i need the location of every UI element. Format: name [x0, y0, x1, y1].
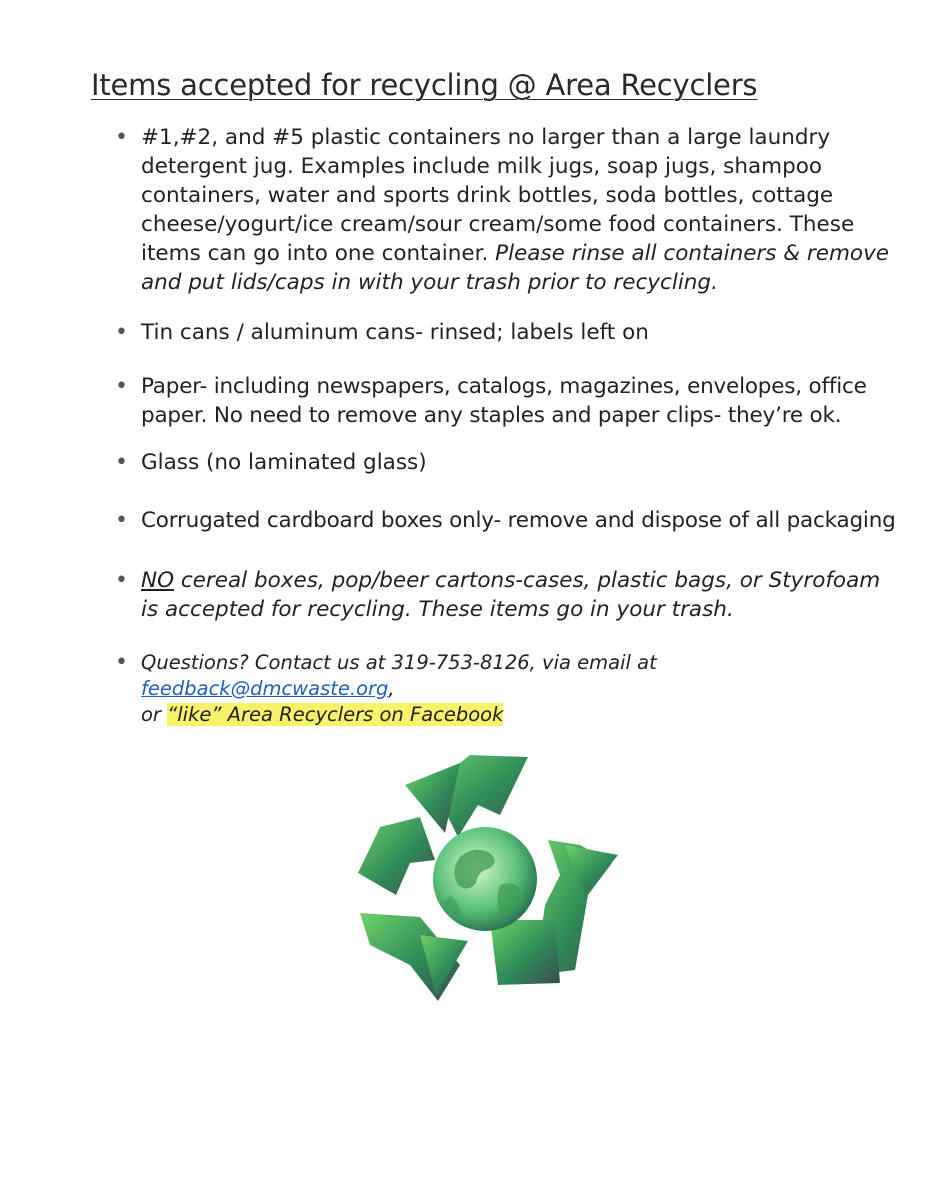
- contact-comma: ,: [388, 677, 395, 700]
- email-link[interactable]: feedback@dmcwaste.org: [141, 677, 389, 700]
- list-item-not-accepted: [115, 566, 901, 624]
- contact-or: or: [141, 703, 161, 726]
- list-item-glass: [115, 448, 901, 477]
- list-item-plastics: [115, 123, 901, 297]
- not-accepted-text: cereal boxes, pop/beer cartons-cases, plastic bags, or Styrofoam is accepted for recycling. These items go in your trash.: [141, 568, 881, 622]
- bullet: •: [115, 125, 128, 150]
- recycle-globe-icon: [350, 745, 625, 1010]
- facebook-highlight: “like” Area Recyclers on Facebook: [167, 703, 504, 726]
- list-item-cardboard: [115, 506, 911, 535]
- bullet: •: [115, 320, 128, 345]
- cardboard-text: Corrugated cardboard boxes only- remove and dispose of all packaging: [141, 508, 896, 533]
- contact-prefix: Questions? Contact us at 319-753-8126, via email at: [141, 651, 657, 674]
- bullet: •: [115, 508, 128, 533]
- bullet: •: [115, 450, 128, 475]
- page-title: Items accepted for recycling @ Area Recyclers: [91, 68, 758, 102]
- globe: [433, 827, 537, 931]
- list-item-contact: [115, 650, 901, 728]
- paper-text: Paper- including newspapers, catalogs, magazines, envelopes, office paper. No need to remove any staples and paper clips- they’re ok.: [141, 374, 867, 428]
- list-item-paper: [115, 372, 901, 430]
- list-item-cans: [115, 318, 901, 347]
- plastics-note: Please rinse all containers & remove and put lids/caps in with your trash prior to recycling.: [141, 241, 890, 295]
- glass-text: Glass (no laminated glass): [141, 450, 427, 475]
- bullet: •: [115, 568, 128, 593]
- no-label: NO: [141, 568, 175, 593]
- plastics-text: #1,#2, and #5 plastic containers no larger than a large laundry detergent jug. Examples include milk jugs, soap jugs, shampoo containers, water and sports drink bottles, soda bottles, cottage cheese/yogurt/ice cream/sour cream/some food containers. These items can go into one container.: [141, 125, 855, 266]
- cans-text: Tin cans / aluminum cans- rinsed; labels left on: [141, 320, 649, 345]
- bullet: •: [115, 650, 128, 675]
- bullet: •: [115, 374, 128, 399]
